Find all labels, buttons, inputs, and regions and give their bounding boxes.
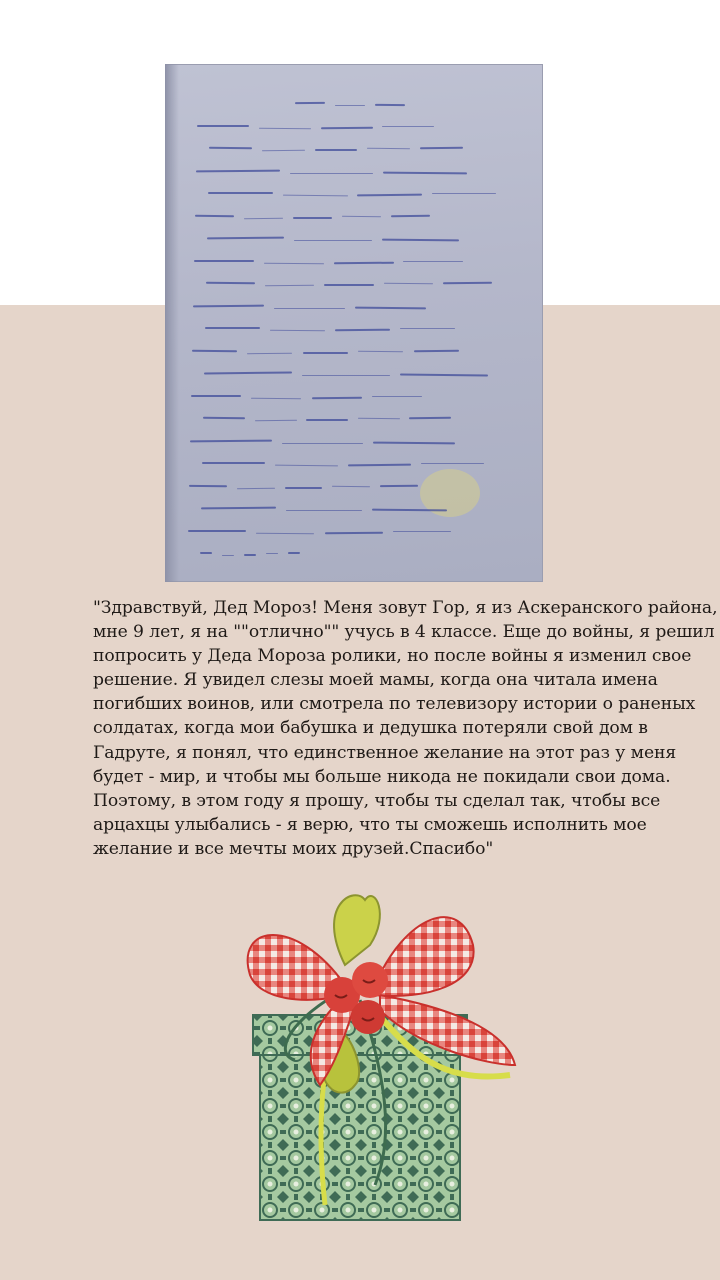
handwriting-stroke <box>358 418 400 419</box>
handwriting-stroke <box>293 217 332 219</box>
handwriting-stroke <box>188 530 246 532</box>
handwriting-stroke <box>265 285 314 287</box>
handwriting-stroke <box>202 462 265 464</box>
handwriting-stroke <box>421 463 484 464</box>
handwriting-stroke <box>195 214 234 216</box>
handwriting-stroke <box>244 554 256 556</box>
handwriting-stroke <box>191 395 241 397</box>
handwriting-stroke <box>205 327 260 329</box>
handwriting-stroke <box>190 439 272 442</box>
handwriting-stroke <box>383 171 467 174</box>
handwriting-stroke <box>375 104 405 106</box>
handwriting-stroke <box>400 374 488 377</box>
handwriting-stroke <box>282 443 364 444</box>
handwriting-stroke <box>200 552 212 554</box>
handwriting-stroke <box>247 352 292 353</box>
handwriting-stroke <box>311 396 361 399</box>
handwriting-stroke <box>432 193 497 194</box>
handwriting-stroke <box>196 169 280 172</box>
handwriting-stroke <box>324 284 373 286</box>
handwriting-stroke <box>332 485 370 486</box>
handwriting-stroke <box>315 149 358 151</box>
handwritten-letter-photo <box>165 64 543 582</box>
handwriting-stroke <box>443 282 492 285</box>
handwriting-stroke <box>358 350 403 351</box>
handwriting-stroke <box>409 417 451 419</box>
handwriting-stroke <box>372 509 447 512</box>
handwriting-stroke <box>189 484 227 486</box>
handwriting-stroke <box>222 555 234 556</box>
handwriting-stroke <box>244 217 283 218</box>
handwriting-stroke <box>285 487 323 489</box>
handwriting-stroke <box>251 397 301 399</box>
handwriting-stroke <box>192 349 237 351</box>
handwriting-stroke <box>193 304 264 307</box>
handwriting-stroke <box>382 239 459 242</box>
handwriting-stroke <box>201 507 276 510</box>
handwriting-stroke <box>324 531 382 534</box>
handwriting-stroke <box>290 173 374 174</box>
handwriting-stroke <box>348 464 411 467</box>
handwriting-stroke <box>320 126 372 129</box>
handwriting-stroke <box>208 192 273 194</box>
handwriting-stroke <box>197 125 249 127</box>
handwriting-stroke <box>264 262 324 264</box>
gift-box-icon <box>205 885 535 1230</box>
handwriting-stroke <box>255 420 297 421</box>
handwriting-stroke <box>266 553 278 554</box>
handwriting-stroke <box>237 487 275 488</box>
handwriting-stroke <box>367 148 410 149</box>
handwriting-stroke <box>342 215 381 216</box>
handwriting-stroke <box>302 375 390 376</box>
handwriting-stroke <box>286 510 361 511</box>
handwriting-stroke <box>256 532 314 534</box>
handwriting-stroke <box>400 328 455 329</box>
handwriting-stroke <box>372 396 422 397</box>
handwriting-stroke <box>373 441 455 444</box>
handwriting-stroke <box>393 531 451 532</box>
handwriting-stroke <box>274 308 345 309</box>
handwriting-stroke <box>335 329 390 332</box>
handwriting-stroke <box>414 349 459 351</box>
handwriting-stroke <box>206 282 255 285</box>
handwriting-stroke <box>204 372 292 375</box>
handwriting-stroke <box>288 552 300 554</box>
handwriting-stroke <box>282 195 347 197</box>
handwriting-stroke <box>333 261 393 264</box>
handwriting-stroke <box>382 126 434 127</box>
handwriting-stroke <box>355 306 426 309</box>
notebook-edge <box>165 64 179 582</box>
handwriting-stroke <box>294 240 371 241</box>
handwriting-stroke <box>403 261 463 262</box>
handwriting-stroke <box>335 105 365 106</box>
handwriting-stroke <box>275 465 338 467</box>
handwriting-stroke <box>391 214 430 216</box>
handwriting-stroke <box>262 150 305 151</box>
handwriting-stroke <box>303 352 348 354</box>
handwriting-stroke <box>380 484 418 486</box>
handwriting-stroke <box>270 330 325 332</box>
handwriting-stroke <box>194 260 254 262</box>
handwriting-stroke <box>306 419 348 421</box>
handwriting-stroke <box>384 283 433 285</box>
handwriting-stroke <box>259 127 311 129</box>
handwriting-stroke <box>207 237 284 240</box>
handwriting-stroke <box>357 194 422 197</box>
handwriting-stroke <box>203 417 245 419</box>
handwriting-stroke <box>295 102 325 104</box>
handwriting-stroke <box>420 147 463 149</box>
handwriting-stroke <box>209 147 252 149</box>
letter-translation-text: "Здравствуй, Дед Мороз! Меня зовут Гор, я из Аскеранского района, мне 9 лет, я на ""отлично"" учусь в 4 классе. Еще до войны, я решил попросить у Деда Мороза ролики, но после войны я изменил свое решение. Я увидел слезы моей мамы, когда она читала имена погибших воинов, или смотрела по телевизору истории о раненых солдатах, когда мои бабушка и дедушка потеряли свой дом в Гадруте, я понял, что единственное желание на этот раз у меня будет - мир, и чтобы мы больше никода не покидали свои дома. Поэтому, в этом году я прошу, чтобы ты сделал так, чтобы все арцахцы улыбались - я верю, что ты сможешь исполнить мое желание и все мечты моих друзей.Спасибо" <box>93 598 718 859</box>
